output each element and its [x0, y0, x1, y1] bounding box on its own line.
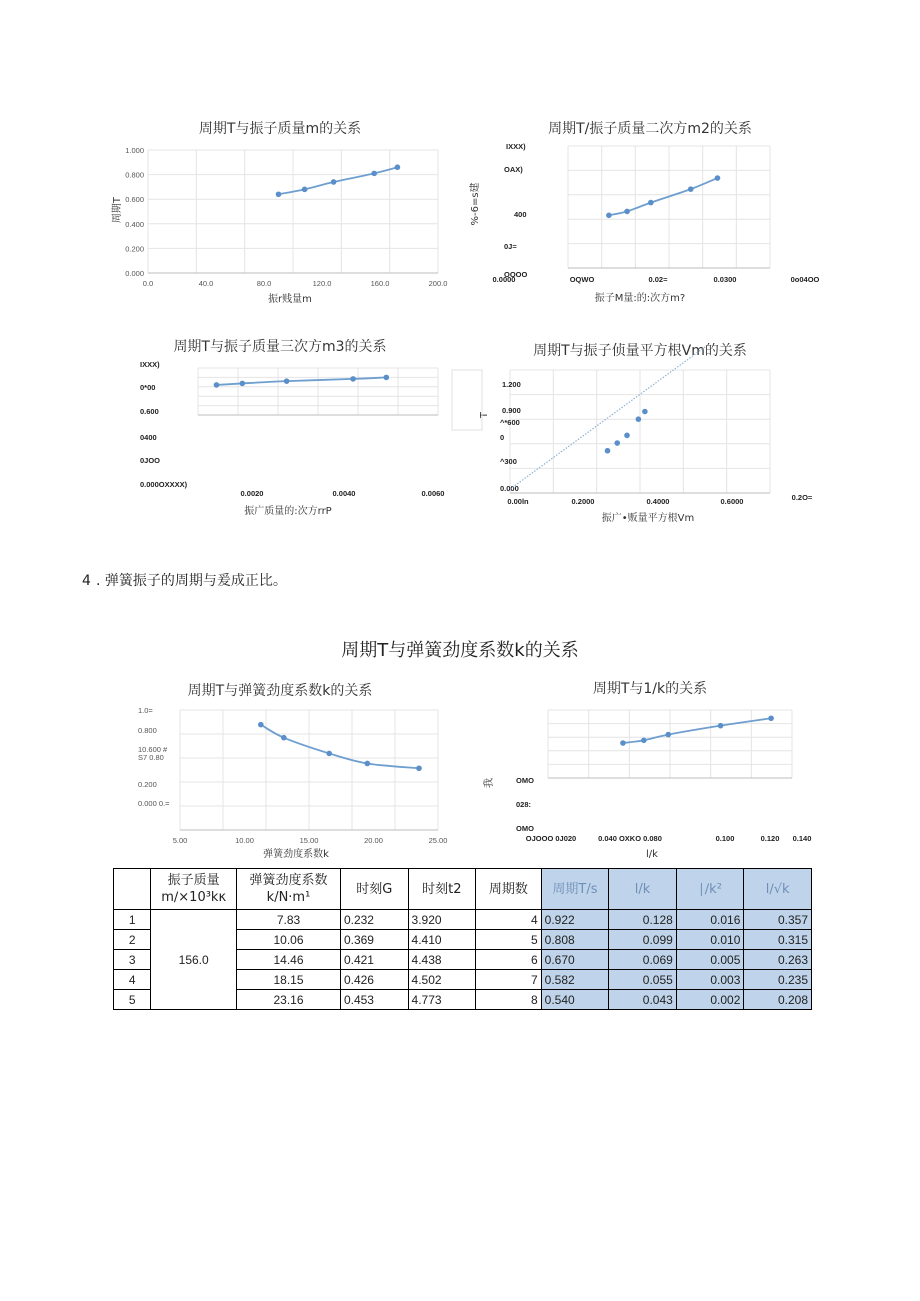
table-cell: 0.263 [744, 950, 812, 970]
table-cell: 4 [476, 910, 542, 930]
chart-svg [100, 670, 460, 865]
x-tick-label: 15.00 [299, 836, 319, 845]
data-point [214, 382, 220, 388]
table-cell: 3.920 [408, 910, 476, 930]
table-cell: 7 [476, 970, 542, 990]
table-cell: 1 [114, 910, 151, 930]
table-cell: 0.922 [541, 910, 609, 930]
table-cell: 10.06 [237, 930, 341, 950]
y-tick-label: 0400 [140, 433, 157, 442]
table-header-row [114, 869, 812, 910]
table-cell: 0.005 [676, 950, 744, 970]
x-tick-label: 0.100 [715, 834, 735, 843]
series-line [279, 167, 398, 194]
x-axis-label: l/k [646, 849, 658, 860]
x-tick-label: 0.0000 [492, 275, 516, 284]
data-table [113, 868, 812, 1010]
table-cell: 0.453 [340, 990, 408, 1010]
mass-cell: 156.0 [151, 910, 237, 1010]
data-point [688, 186, 694, 192]
chart-title: 周期T/振子质量二次方m2的关系 [548, 121, 752, 137]
x-tick-label: 0.120 [760, 834, 780, 843]
note-body: . 弹簧振子的周期与爰成正比。 [96, 573, 287, 589]
x-tick-label: 200.0 [428, 279, 448, 288]
table-header: ∣∕k² [676, 869, 744, 910]
table-cell: 5 [114, 990, 151, 1010]
y-tick-label: S7 0.80 [138, 753, 164, 762]
table-cell: 0.235 [744, 970, 812, 990]
table-header: 周期数 [476, 869, 542, 910]
chart-panel-6 [470, 670, 830, 865]
y-tick-label: 0.800 [125, 170, 144, 180]
grid [198, 368, 438, 415]
data-point [624, 209, 630, 215]
table-cell: 0.540 [541, 990, 609, 1010]
data-point [331, 179, 337, 185]
data-point [665, 732, 671, 738]
table-cell: 0.369 [340, 930, 408, 950]
x-tick-label: 0o04OO [790, 275, 820, 284]
y-tick-label: 0*00 [140, 383, 156, 392]
x-tick-label: OJOOO 0J020 [525, 834, 577, 843]
table-cell: 5 [476, 930, 542, 950]
grid [180, 710, 438, 830]
data-point [641, 738, 647, 744]
table-cell: 4.438 [408, 950, 476, 970]
table-cell: 0.426 [340, 970, 408, 990]
y-tick-label: 0.800 [138, 726, 157, 735]
y-tick-label: 0.600 [125, 195, 144, 205]
x-tick-label: 0.0060 [421, 489, 445, 498]
table-cell: 4.773 [408, 990, 476, 1010]
data-point [605, 448, 611, 454]
y-tick-label: IXXX) [506, 142, 526, 151]
y-tick-label: 0 [500, 433, 505, 442]
table-cell: 0.043 [609, 990, 677, 1010]
note-text [82, 570, 287, 590]
chart-svg [470, 110, 830, 310]
data-point [718, 723, 724, 729]
y-tick-label: ^300 [500, 457, 517, 466]
x-tick-label: 0.0300 [713, 275, 737, 284]
table-header: 振子质量m∕×10³kκ [151, 869, 237, 910]
table-row [114, 910, 812, 930]
table-cell: 2 [114, 930, 151, 950]
table-cell: 0.069 [609, 950, 677, 970]
y-axis-label: %-6=s建 [470, 182, 481, 226]
chart-title: 周期T与弹簧劲度系数k的关系 [187, 683, 373, 699]
table-cell: 4.502 [408, 970, 476, 990]
table-cell: 0.315 [744, 930, 812, 950]
chart-svg [470, 670, 830, 865]
data-point [648, 200, 654, 206]
table-header [114, 869, 151, 910]
x-axis-label: 振广质量的:次方rrP [244, 506, 332, 517]
trend-line [510, 347, 705, 489]
table-cell: 0.016 [676, 910, 744, 930]
table-cell: 23.16 [237, 990, 341, 1010]
chart-title: 周期T与振子侦量平方根Vm的关系 [533, 343, 747, 359]
x-tick-label: 40.0 [198, 279, 214, 288]
y-tick-label: 1.000 [125, 146, 144, 155]
x-tick-label: 0.0 [142, 279, 154, 288]
x-tick-label: 120.0 [312, 279, 332, 288]
table-header: 周期T/s [541, 869, 609, 910]
data-point [240, 381, 246, 387]
chart-svg [450, 330, 830, 530]
x-axis-label: 振r贱量m [268, 294, 312, 305]
data-point [258, 722, 264, 728]
y-tick-label: 0.200 [125, 244, 144, 254]
data-point [276, 191, 282, 197]
y-tick-label: 10.600 # [138, 745, 168, 754]
grid [568, 146, 770, 268]
data-point [302, 187, 308, 193]
table-cell: 0.670 [541, 950, 609, 970]
chart-svg [100, 330, 460, 530]
table-cell: 0.128 [609, 910, 677, 930]
y-tick-label: IXXX) [140, 360, 160, 369]
table-cell: 0.808 [541, 930, 609, 950]
x-tick-label: 20.00 [364, 836, 383, 845]
data-point [395, 164, 401, 170]
table-cell: 0.002 [676, 990, 744, 1010]
chart-title: 周期T与振子质量m的关系 [198, 121, 362, 137]
data-point [614, 440, 620, 446]
chart-title: 周期T与振子质量三次方m3的关系 [173, 339, 387, 355]
chart-title: 周期T与1/k的关系 [592, 681, 708, 697]
y-tick-label: OMO [516, 776, 534, 785]
table-header: 时刻t2 [408, 869, 476, 910]
table-cell: 18.15 [237, 970, 341, 990]
y-tick-label: 0JOO [140, 456, 161, 465]
x-tick-label: 0.0040 [332, 489, 356, 498]
table-cell: 0.003 [676, 970, 744, 990]
table-cell: 4.410 [408, 930, 476, 950]
x-tick-label: 0.4000 [646, 497, 670, 506]
table-cell: 0.055 [609, 970, 677, 990]
chart-panel-3 [100, 330, 460, 530]
y-axis-label: 周期T [112, 196, 123, 224]
table-cell: 0.208 [744, 990, 812, 1010]
y-tick-label: ^*600 [500, 418, 520, 427]
note-number: 4 [82, 573, 91, 589]
x-tick-label: 0.140 [792, 834, 812, 843]
data-point [620, 740, 626, 746]
data-point [281, 735, 287, 741]
x-axis-label: 振广•贩量平方根Vm [601, 513, 695, 524]
data-point [350, 376, 356, 382]
data-point [636, 416, 642, 422]
x-tick-label: 0.00ln [507, 497, 529, 506]
y-tick-label: 0.900 [502, 406, 521, 415]
x-tick-label: OQWO [569, 275, 595, 284]
x-tick-label: 0.0020 [240, 489, 264, 498]
data-point [715, 175, 721, 181]
table-header: 时刻G [340, 869, 408, 910]
table-cell: 0.099 [609, 930, 677, 950]
y-tick-label: 0.400 [125, 219, 144, 229]
x-tick-label: 0.2O= [791, 493, 813, 502]
main-title: 周期T与弹簧劲度系数k的关系 [341, 640, 579, 661]
y-tick-label: 1.200 [502, 380, 521, 389]
table-cell: 0.232 [340, 910, 408, 930]
x-tick-label: 160.0 [370, 279, 390, 288]
x-tick-label: 5.00 [172, 836, 188, 845]
data-point [768, 715, 774, 721]
chart-panel-4 [450, 330, 830, 530]
data-point [606, 212, 612, 218]
table-cell: 0.357 [744, 910, 812, 930]
data-point [371, 171, 377, 177]
y-tick-label: 400 [514, 210, 527, 219]
table-cell: 0.010 [676, 930, 744, 950]
chart-panel-5 [100, 670, 460, 865]
legend-box [452, 370, 482, 430]
y-tick-label: OOOO [504, 270, 528, 279]
y-tick-label: 0J= [504, 242, 517, 251]
table-cell: 4 [114, 970, 151, 990]
y-tick-label: 0.000 [500, 484, 519, 493]
y-tick-label: 0.000 0.= [138, 799, 170, 808]
data-point [326, 751, 332, 757]
table-cell: 8 [476, 990, 542, 1010]
x-axis-label: 振子M量:的:次方m? [594, 293, 686, 304]
x-tick-label: 0.2000 [571, 497, 595, 506]
x-tick-label: 0.040 OXKO 0.080 [598, 834, 662, 843]
table-cell: 0.582 [541, 970, 609, 990]
table-cell: 7.83 [237, 910, 341, 930]
table-header: l∕√k [744, 869, 812, 910]
table-cell: 6 [476, 950, 542, 970]
y-tick-label: 0.000OXXXX) [140, 480, 188, 489]
y-tick-label: 1.0= [138, 706, 153, 715]
y-tick-label: OAX) [504, 165, 523, 174]
x-tick-label: 0.02= [648, 275, 668, 284]
x-tick-label: 25.00 [428, 836, 448, 845]
data-point [284, 378, 290, 384]
chart-svg [100, 110, 460, 310]
table-cell: 3 [114, 950, 151, 970]
grid [510, 370, 770, 493]
x-tick-label: 0.6000 [720, 497, 744, 506]
data-point [365, 761, 371, 767]
y-axis-label: T [479, 411, 490, 419]
x-tick-label: 80.0 [256, 279, 272, 288]
chart-panel-1 [100, 110, 460, 310]
y-tick-label: 0.200 [138, 780, 157, 789]
table-header: 弹簧劲度系数k/N·m¹ [237, 869, 341, 910]
data-point [642, 409, 648, 415]
x-axis-label: 弹簧劲度系数k [263, 849, 329, 860]
y-axis-label: 我 [484, 778, 495, 788]
data-point [416, 765, 422, 771]
data-point [624, 433, 630, 439]
y-tick-label: 028: [516, 800, 532, 809]
table-cell: 14.46 [237, 950, 341, 970]
data-point [384, 375, 390, 381]
table-cell: 0.421 [340, 950, 408, 970]
y-tick-label: OMO [516, 824, 534, 833]
x-tick-label: 10.00 [235, 836, 254, 845]
chart-panel-2 [470, 110, 830, 310]
y-tick-label: 0.000 [125, 269, 144, 278]
y-tick-label: 0.600 [140, 407, 159, 416]
table-header: l/k [609, 869, 677, 910]
